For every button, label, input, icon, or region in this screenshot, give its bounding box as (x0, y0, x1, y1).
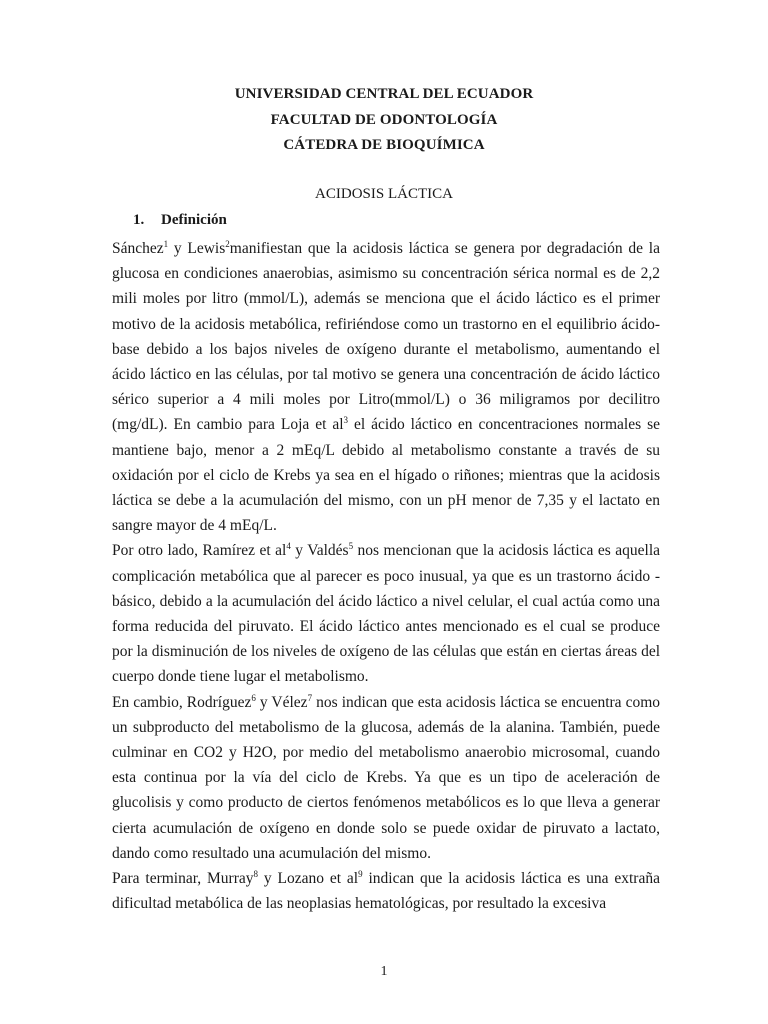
text-run: y Vélez (255, 693, 308, 711)
text-run: manifiestan que la acidosis láctica se genera por degradación de la glucosa en condiciones anaerobias, asimismo su concentración sérica normal es de 2,2 mili moles por litro (mmol/L), además se menciona que el ácido láctico es el primer motivo de la acidosis metabólica, refiriéndose como un trastorno en el equilibrio ácido-base debido a los bajos niveles de oxígeno durante el metabolismo, aumentando el ácido láctico en las células, por tal motivo se genera una concentración de ácido láctico sérico superior a 4 mili moles por Litro(mmol/L) o 36 miligramos por decilitro (mg/dL). En cambio para Loja et al (112, 240, 660, 434)
department-name: CÁTEDRA DE BIOQUÍMICA (283, 137, 485, 153)
text-run: Para terminar, Murray (112, 870, 254, 888)
text-run: indican que la acidosis láctica es una extraña dificultad metabólica de las neoplasias hematológicas, por resultado la excesiva (112, 870, 660, 913)
citation-ref: 9 (358, 869, 363, 880)
paragraph-3 (112, 690, 660, 866)
section-title: Definición (161, 212, 227, 228)
paragraph-1 (112, 236, 660, 538)
citation-ref: 5 (348, 541, 354, 552)
citation-ref: 4 (286, 541, 291, 552)
university-name: UNIVERSIDAD CENTRAL DEL ECUADOR (234, 86, 534, 102)
text-run: nos mencionan que la acidosis láctica es aquella complicación metabólica que al parecer es poco inusual, ya que es un trastorno ácido - básico, debido a la acumulación del ácido láctico a nivel celular, el cual actúa como una forma reducida del piruvato. El ácido láctico antes mencionado es el cual se produce por la disminución de los niveles de oxígeno de las células que están en ciertas áreas del cuerpo donde tiene lugar el metabolismo. (112, 542, 660, 686)
text-run: En cambio, Rodríguez (112, 693, 252, 711)
text-run: y Valdés (290, 542, 349, 560)
body-text (112, 236, 660, 916)
faculty-name: FACULTAD DE ODONTOLOGÍA (270, 112, 498, 128)
text-run: y Lewis (168, 240, 226, 257)
citation-ref: 8 (253, 869, 259, 880)
citation-ref: 3 (343, 415, 349, 426)
citation-ref: 6 (251, 692, 256, 703)
text-run: Sánchez (112, 240, 164, 257)
page-number: 1 (380, 964, 388, 979)
text-run: nos indican que esta acidosis láctica se encuentra como un subproducto del metabolismo de la glucosa, además de la alanina. También, puede culminar en CO2 y H2O, por medio del metabolismo anaerobio microsomal, cuando esta continua por la vía del ciclo de Krebs. Ya que es un tipo de aceleración de glucolisis y como producto de ciertos fenómenos metabólicos es lo que lleva a generar cierta acumulación de oxígeno en donde solo se puede oxidar de piruvato a lactato, dando como resultado una acumulación del mismo. (112, 693, 661, 862)
citation-ref: 7 (307, 692, 313, 703)
section-number: 1. (133, 212, 145, 228)
section-heading (133, 212, 227, 229)
text-run: Por otro lado, Ramírez et al (112, 542, 287, 560)
citation-ref: 1 (163, 239, 169, 249)
paragraph-4 (112, 866, 660, 916)
citation-ref: 2 (225, 239, 230, 249)
text-run: y Lozano et al (258, 870, 359, 888)
document-title: ACIDOSIS LÁCTICA (315, 186, 453, 202)
paragraph-2 (112, 538, 660, 689)
text-run: el ácido láctico en concentraciones normales se mantiene bajo, menor a 2 mEq/L debido al metabolismo constante a través de su oxidación por el ciclo de Krebs ya sea en el hígado o riñones; mientras que la acidosis láctica se debe a la acumulación del mismo, con un pH menor de 7,35 y el lactato en sangre mayor de 4 mEq/L. (112, 416, 660, 535)
